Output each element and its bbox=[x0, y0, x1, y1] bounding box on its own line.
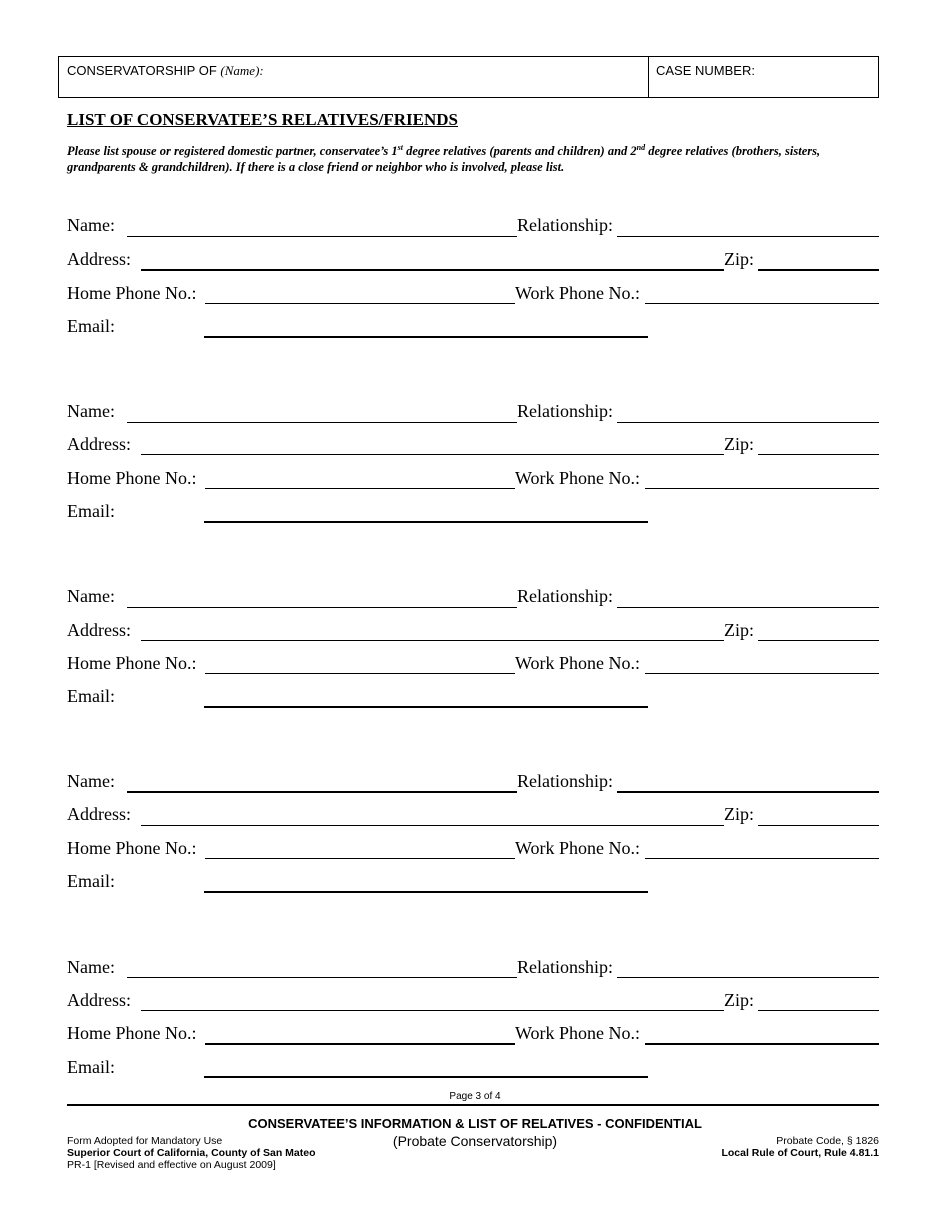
relative-entry-2 bbox=[0, 398, 950, 538]
work-phone-label: Work Phone No.: bbox=[515, 653, 641, 673]
work-phone-line[interactable] bbox=[645, 1043, 879, 1045]
email-line[interactable] bbox=[204, 891, 648, 893]
instructions bbox=[67, 140, 867, 175]
relationship-label: Relationship: bbox=[517, 215, 613, 235]
work-phone-label: Work Phone No.: bbox=[515, 283, 641, 303]
probate-code: Probate Code, § 1826 bbox=[776, 1135, 879, 1147]
relationship-label: Relationship: bbox=[517, 771, 613, 791]
address-label: Address: bbox=[67, 434, 131, 454]
zip-label: Zip: bbox=[724, 620, 754, 640]
email-line[interactable] bbox=[204, 1076, 648, 1078]
relationship-line[interactable] bbox=[617, 422, 879, 423]
page-title: LIST OF CONSERVATEE’S RELATIVES/FRIENDS bbox=[67, 110, 458, 129]
address-line[interactable] bbox=[141, 1010, 724, 1011]
email-line[interactable] bbox=[204, 336, 648, 338]
email-label: Email: bbox=[67, 686, 115, 706]
email-label: Email: bbox=[67, 501, 115, 521]
work-phone-label: Work Phone No.: bbox=[515, 1023, 641, 1043]
home-phone-label: Home Phone No.: bbox=[67, 653, 197, 673]
name-line[interactable] bbox=[127, 422, 517, 423]
work-phone-label: Work Phone No.: bbox=[515, 838, 641, 858]
footer-rule bbox=[67, 1104, 879, 1106]
form-title: CONSERVATEE’S INFORMATION & LIST OF RELATIVES - CONFIDENTIAL bbox=[248, 1116, 702, 1131]
zip-line[interactable] bbox=[758, 640, 879, 641]
form-revision: PR-1 [Revised and effective on August 2009] bbox=[67, 1159, 276, 1171]
name-line[interactable] bbox=[127, 607, 517, 608]
email-label: Email: bbox=[67, 316, 115, 336]
instructions-part3: degree relatives (brothers, sisters, grandparents & grandchildren). If there is a close friend or neighbor who is involved, please list. bbox=[67, 144, 821, 175]
name-label: (Name): bbox=[220, 63, 264, 78]
home-phone-line[interactable] bbox=[205, 858, 515, 859]
relationship-line[interactable] bbox=[617, 977, 879, 978]
address-line[interactable] bbox=[141, 825, 724, 826]
home-phone-line[interactable] bbox=[205, 673, 515, 674]
work-phone-line[interactable] bbox=[645, 303, 879, 304]
address-line[interactable] bbox=[141, 454, 724, 455]
name-label: Name: bbox=[67, 586, 115, 606]
case-number-field[interactable] bbox=[656, 63, 755, 78]
name-label: Name: bbox=[67, 771, 115, 791]
name-line[interactable] bbox=[127, 791, 517, 793]
home-phone-line[interactable] bbox=[205, 1043, 515, 1045]
home-phone-label: Home Phone No.: bbox=[67, 838, 197, 858]
form-subtitle: (Probate Conservatorship) bbox=[392, 1133, 558, 1149]
home-phone-label: Home Phone No.: bbox=[67, 283, 197, 303]
work-phone-label: Work Phone No.: bbox=[515, 468, 641, 488]
local-rule: Local Rule of Court, Rule 4.81.1 bbox=[721, 1147, 879, 1159]
name-line[interactable] bbox=[127, 977, 517, 978]
work-phone-line[interactable] bbox=[645, 673, 879, 674]
relative-entry-3 bbox=[0, 583, 950, 723]
name-label: Name: bbox=[67, 215, 115, 235]
home-phone-line[interactable] bbox=[205, 488, 515, 489]
footer-left bbox=[67, 1135, 316, 1171]
relative-entry-1 bbox=[0, 212, 950, 352]
zip-label: Zip: bbox=[724, 990, 754, 1010]
court-name: Superior Court of California, County of San Mateo bbox=[67, 1147, 316, 1159]
conservatorship-of-field[interactable] bbox=[67, 63, 264, 79]
relationship-line[interactable] bbox=[617, 791, 879, 793]
zip-label: Zip: bbox=[724, 434, 754, 454]
name-label: Name: bbox=[67, 401, 115, 421]
address-label: Address: bbox=[67, 620, 131, 640]
address-label: Address: bbox=[67, 990, 131, 1010]
address-line[interactable] bbox=[141, 269, 724, 271]
instructions-sup1: st bbox=[397, 143, 403, 152]
zip-line[interactable] bbox=[758, 1010, 879, 1011]
address-label: Address: bbox=[67, 804, 131, 824]
conservatorship-label: CONSERVATORSHIP OF bbox=[67, 63, 217, 78]
zip-line[interactable] bbox=[758, 825, 879, 826]
email-label: Email: bbox=[67, 871, 115, 891]
relative-entry-5 bbox=[0, 954, 950, 1094]
email-label: Email: bbox=[67, 1057, 115, 1077]
case-number-label: CASE NUMBER: bbox=[656, 63, 755, 78]
header-box bbox=[58, 56, 879, 98]
instructions-part1: Please list spouse or registered domestic partner, conservatee’s 1 bbox=[67, 144, 398, 159]
relationship-label: Relationship: bbox=[517, 401, 613, 421]
relative-entry-4 bbox=[0, 768, 950, 908]
relationship-line[interactable] bbox=[617, 236, 879, 237]
work-phone-line[interactable] bbox=[645, 488, 879, 489]
home-phone-label: Home Phone No.: bbox=[67, 468, 197, 488]
email-line[interactable] bbox=[204, 706, 648, 708]
home-phone-line[interactable] bbox=[205, 303, 515, 304]
name-line[interactable] bbox=[127, 236, 517, 237]
zip-line[interactable] bbox=[758, 269, 879, 271]
relationship-label: Relationship: bbox=[517, 586, 613, 606]
work-phone-line[interactable] bbox=[645, 858, 879, 859]
zip-label: Zip: bbox=[724, 249, 754, 269]
relationship-label: Relationship: bbox=[517, 957, 613, 977]
instructions-part2: degree relatives (parents and children) and 2 bbox=[402, 144, 637, 159]
footer-right bbox=[721, 1135, 879, 1159]
form-adopted-text: Form Adopted for Mandatory Use bbox=[67, 1135, 223, 1147]
instructions-sup2: nd bbox=[636, 143, 646, 152]
name-label: Name: bbox=[67, 957, 115, 977]
address-label: Address: bbox=[67, 249, 131, 269]
home-phone-label: Home Phone No.: bbox=[67, 1023, 197, 1043]
page-number: Page 3 of 4 bbox=[449, 1091, 501, 1102]
relationship-line[interactable] bbox=[617, 607, 879, 608]
header-divider bbox=[648, 57, 649, 97]
zip-line[interactable] bbox=[758, 454, 879, 455]
email-line[interactable] bbox=[204, 521, 648, 523]
address-line[interactable] bbox=[141, 640, 724, 641]
zip-label: Zip: bbox=[724, 804, 754, 824]
